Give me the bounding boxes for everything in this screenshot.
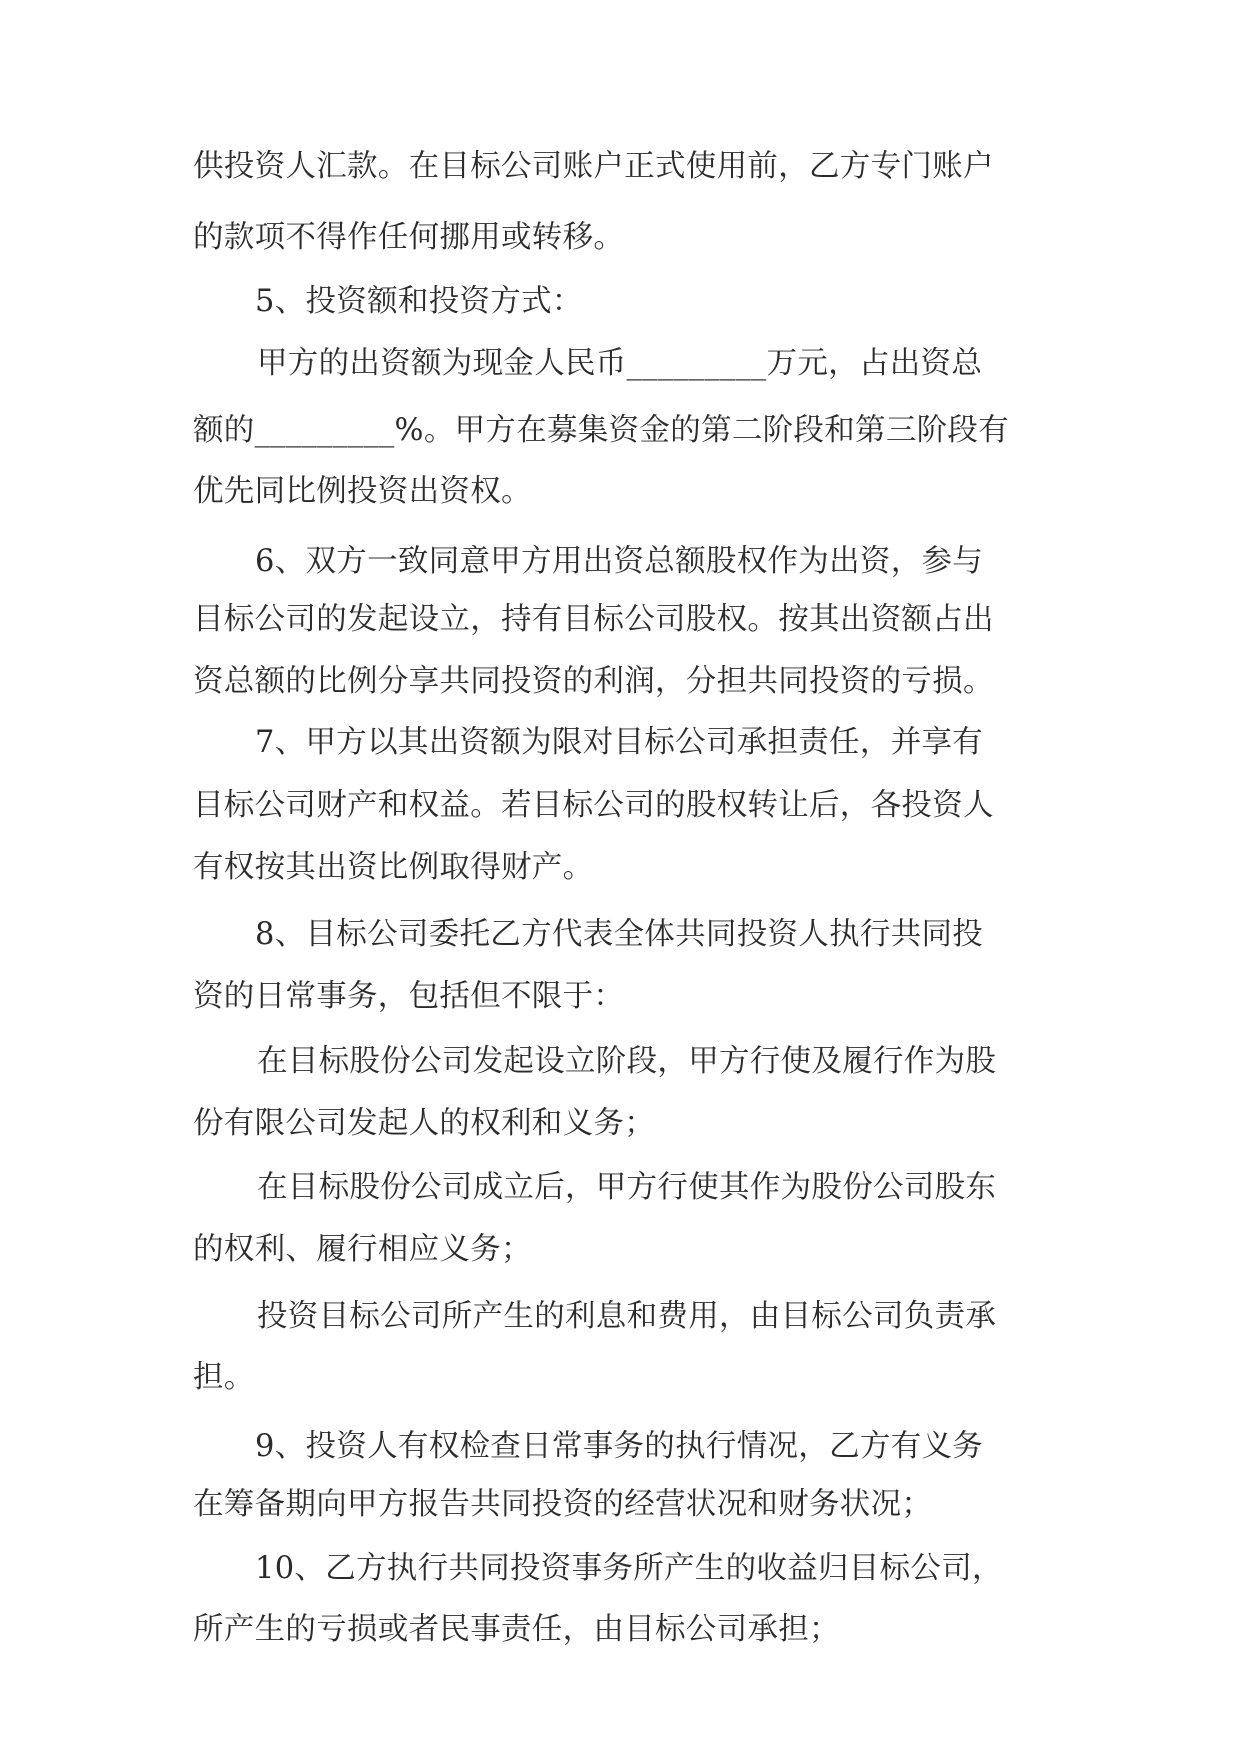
text-line: 有权按其出资比例取得财产。 (193, 850, 594, 885)
text-line: 在目标股份公司发起设立阶段，甲方行使及履行作为股 (257, 1044, 997, 1079)
text-line: 供投资人汇款。在目标公司账户正式使用前，乙方专门账户 (193, 149, 994, 184)
text-line: 在筹备期向甲方报告共同投资的经营状况和财务状况； (193, 1487, 933, 1522)
text-line: 资的日常事务，包括但不限于： (193, 979, 625, 1014)
text-line: 优先同比例投资出资权。 (193, 474, 532, 509)
text-line: 7、甲方以其出资额为限对目标公司承担责任，并享有 (255, 725, 984, 760)
text-line: 10、乙方执行共同投资事务所产生的收益归目标公司， (255, 1551, 1003, 1586)
text-line: 8、目标公司委托乙方代表全体共同投资人执行共同投 (255, 917, 984, 952)
text-line: 甲方的出资额为现金人民币_________万元，占出资总 (257, 346, 983, 381)
text-line: 份有限公司发起人的权利和义务； (193, 1106, 655, 1141)
text-line: 担。 (193, 1360, 255, 1395)
text-line: 目标公司财产和权益。若目标公司的股权转让后，各投资人 (193, 788, 994, 823)
text-line: 的款项不得作任何挪用或转移。 (193, 220, 625, 255)
text-line: 6、双方一致同意甲方用出资总额股权作为出资，参与 (255, 544, 984, 579)
section-heading: 5、投资额和投资方式： (255, 284, 583, 319)
text-line: 9、投资人有权检查日常事务的执行情况，乙方有义务 (255, 1429, 984, 1464)
text-line: 所产生的亏损或者民事责任，由目标公司承担； (193, 1612, 840, 1647)
text-line: 投资目标公司所产生的利息和费用，由目标公司负责承 (257, 1299, 997, 1334)
text-line: 在目标股份公司成立后，甲方行使其作为股份公司股东 (257, 1170, 997, 1205)
text-line: 额的_________%。甲方在募集资金的第二阶段和第三阶段有 (193, 413, 1010, 448)
text-line: 目标公司的发起设立，持有目标公司股权。按其出资额占出 (193, 602, 994, 637)
text-line: 的权利、履行相应义务； (193, 1232, 532, 1267)
text-line: 资总额的比例分享共同投资的利润，分担共同投资的亏损。 (193, 664, 994, 699)
